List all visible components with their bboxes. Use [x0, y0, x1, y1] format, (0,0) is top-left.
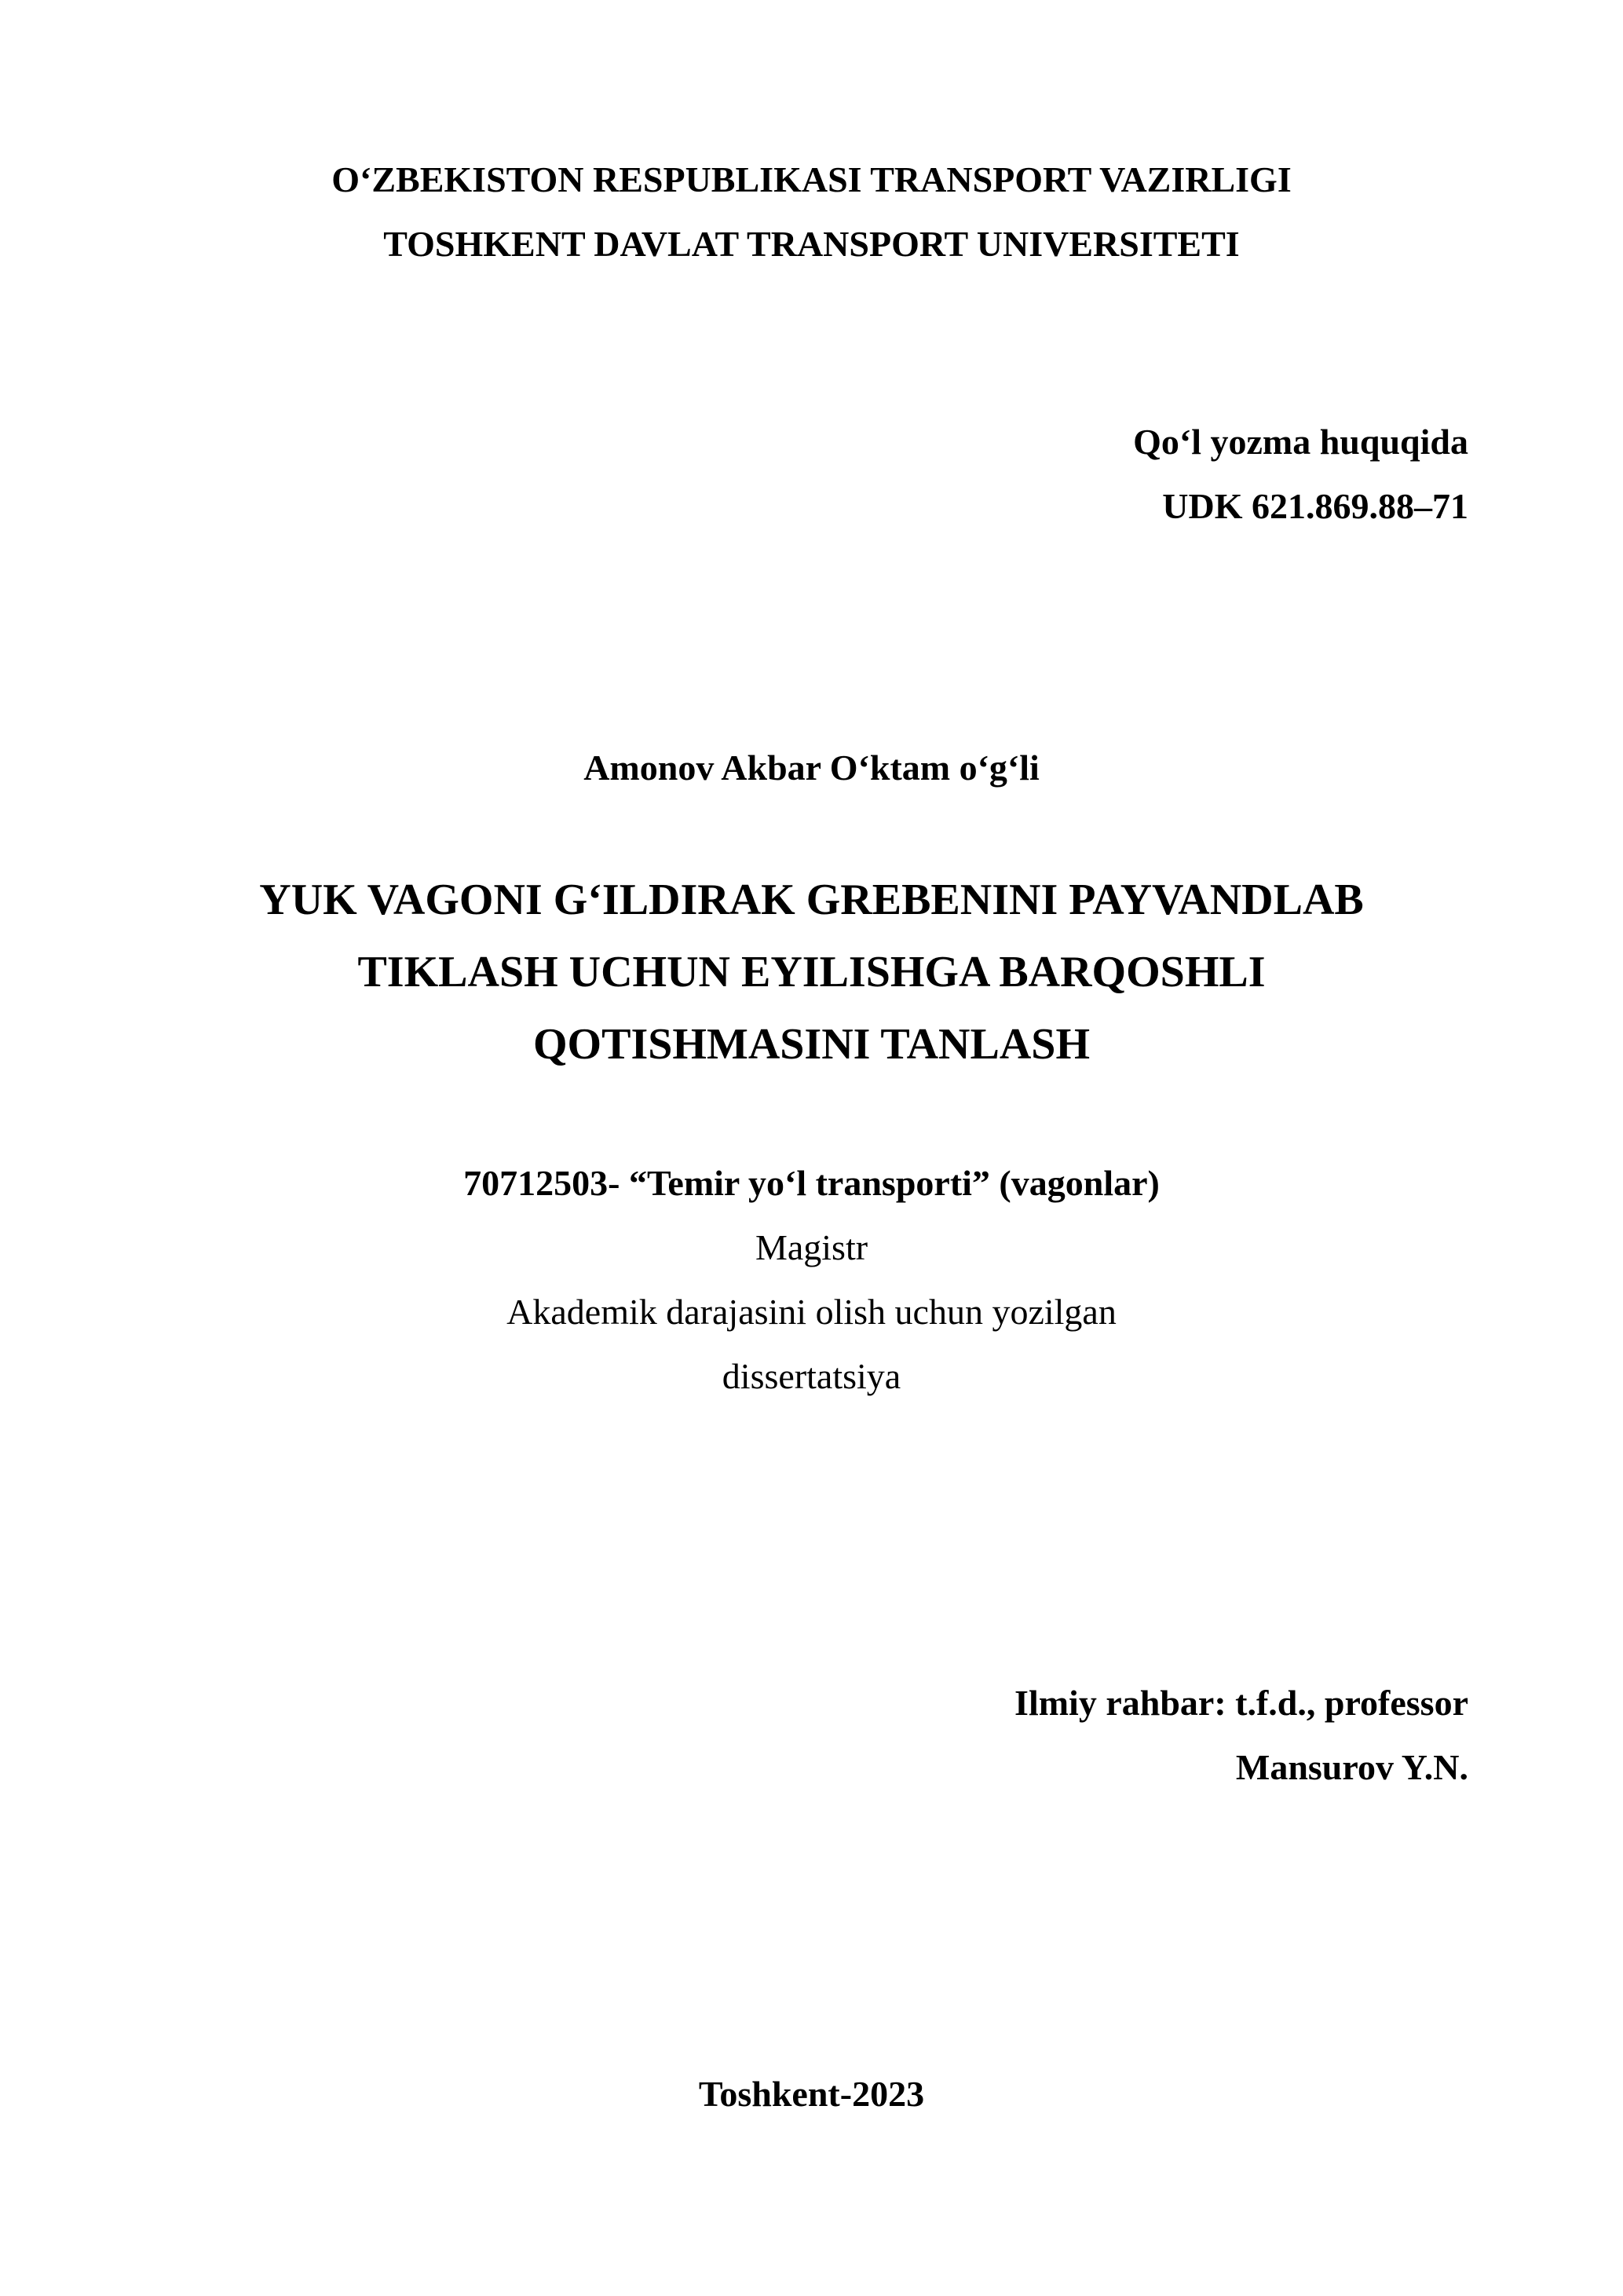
supervisor-role: Ilmiy rahbar: t.f.d., professor [1014, 1683, 1468, 1723]
purpose-label: Akademik darajasini olish uchun yozilgan [506, 1292, 1117, 1332]
thesis-title-line-2: TIKLASH UCHUN EYILISHGA BARQOSHLI [357, 948, 1266, 996]
thesis-title-line-1: YUK VAGONI G‘ILDIRAK GREBENINI PAYVANDLAB [259, 876, 1364, 924]
university-heading: TOSHKENT DAVLAT TRANSPORT UNIVERSITETI [383, 224, 1240, 264]
manuscript-rights-label: Qo‘l yozma huquqida [1133, 422, 1468, 462]
udk-code: UDK 621.869.88–71 [1162, 486, 1468, 526]
place-year: Toshkent-2023 [698, 2074, 925, 2114]
supervisor-name: Mansurov Y.N. [1235, 1747, 1468, 1787]
degree-label: Magistr [755, 1227, 868, 1267]
thesis-title-line-3: QOTISHMASINI TANLASH [533, 1020, 1090, 1069]
author-name: Amonov Akbar O‘ktam o‘g‘li [583, 748, 1040, 788]
document-type-label: dissertatsiya [722, 1356, 901, 1396]
specialty-code: 70712503- “Temir yo‘l transporti” (vagonlar) [463, 1163, 1160, 1203]
ministry-heading: O‘ZBEKISTON RESPUBLIKASI TRANSPORT VAZIRLIGI [331, 159, 1292, 199]
